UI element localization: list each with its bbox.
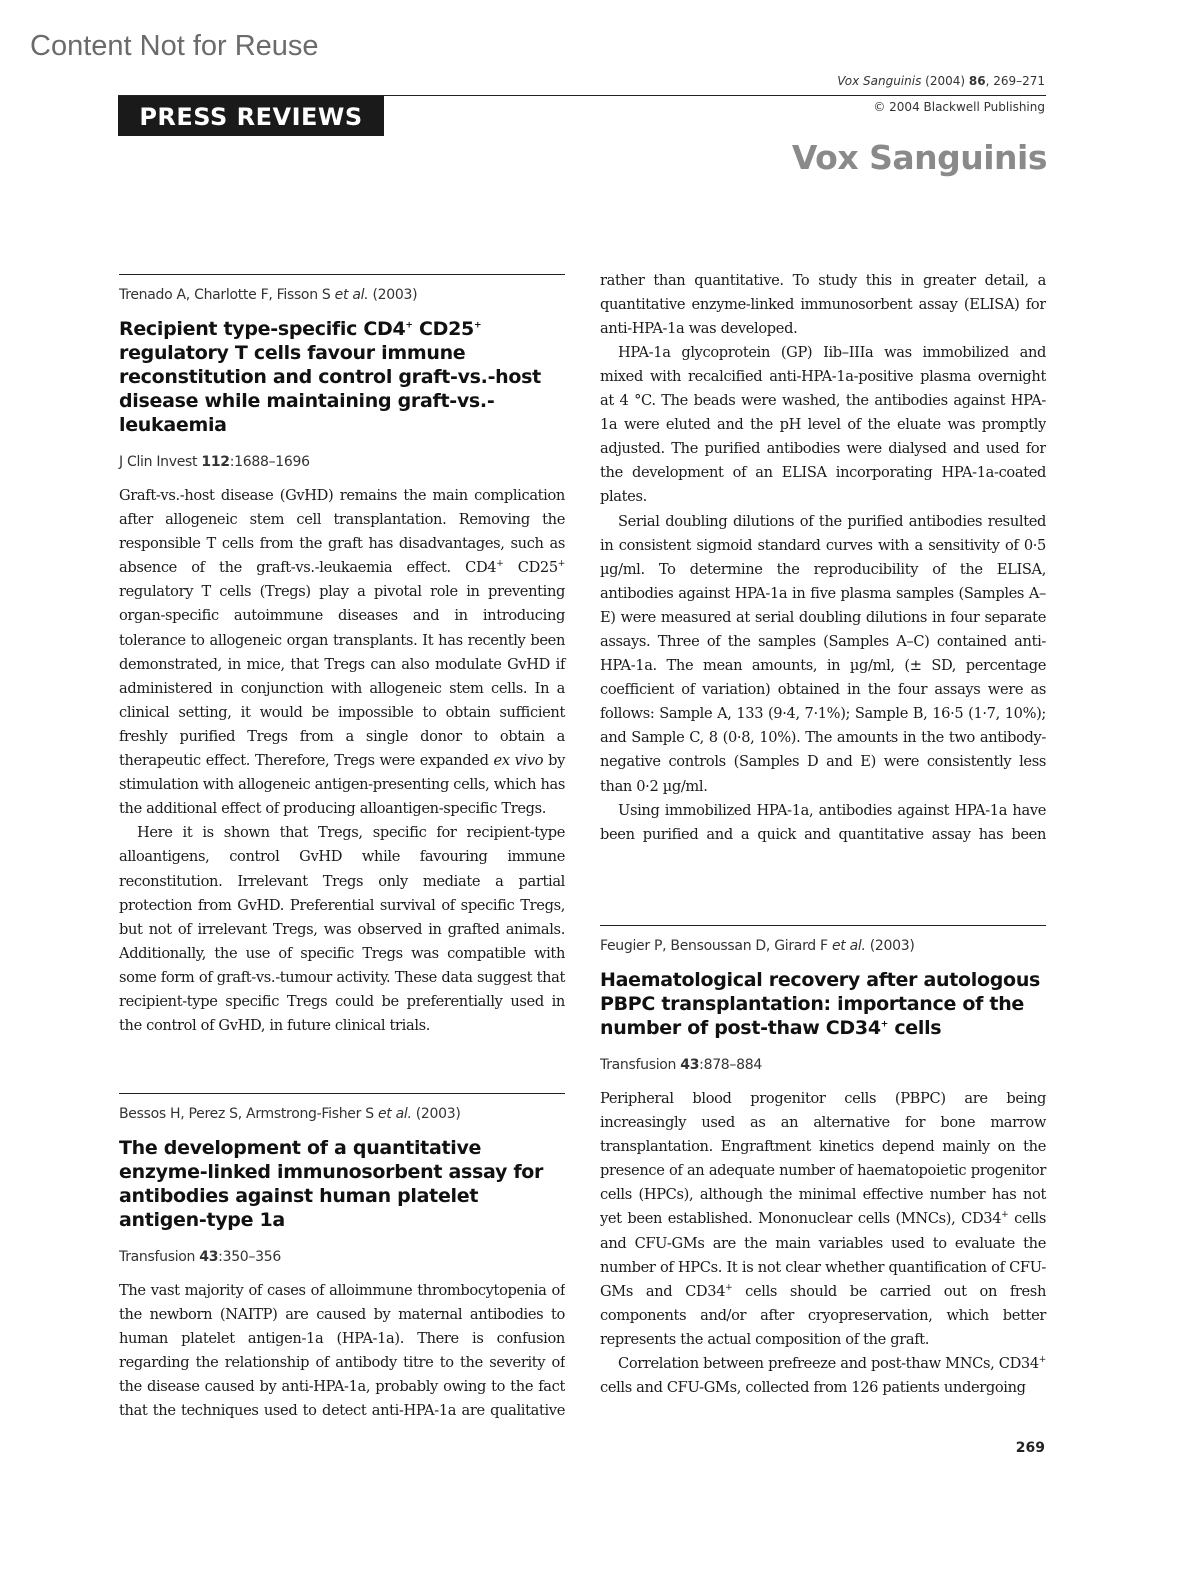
paragraph: The vast majority of cases of alloimmune thrombocytopenia of the newborn (NAITP) are caused by maternal antibodies to human platelet antigen-1a (HPA-1a). There is confusion regarding the relationship of antibody titre to the severity of the disease caused by anti-HPA-1a, probably owing to the fact that the techniques used to detect anti-HPA-1a are qualitative xyxy=(119,1282,565,1420)
article-trenado xyxy=(119,274,565,1038)
paragraph: rather than quantitative. To study this in greater detail, a quantitative enzyme-linked immunosorbent assay (ELISA) for anti-HPA-1a was developed. xyxy=(600,271,1046,337)
article-body xyxy=(119,1279,565,1424)
article-bessos-continued xyxy=(600,269,1046,843)
column-clip xyxy=(600,269,1046,849)
article-rule xyxy=(119,1093,565,1094)
paragraph: Peripheral blood progenitor cells (PBPC) are being increasingly used as an alternative for bone marrow transplantation. Engraftment kinetics depend mainly on the presence of an adequate number of haematopoietic progenitor cells (HPCs), although the minimal effective number has not yet been established. Mononuclear cells (MNCs), CD34+ cells and CFU-GMs are the main variables used to evaluate the number of HPCs. It is not clear whether quantification of CFU-GMs and CD34+ cells should be carried out on fresh components and/or after cryopreservation, which better represents the actual composition of the graft. xyxy=(600,1090,1046,1348)
paragraph: Graft-vs.-host disease (GvHD) remains the main complication after allogeneic stem cell transplantation. Removing the responsible T cells from the graft has disadvantages, such as absence of the graft-vs.-leukaemia effect. CD4+ CD25+ regulatory T cells (Tregs) play a pivotal role in preventing organ-specific autoimmune diseases and in introducing tolerance to allogeneic organ transplants. It has recently been demonstrated, in mice, that Tregs can also modulate GvHD if administered in conjunction with allogeneic stem cells. In a clinical setting, it would be impossible to obtain sufficient freshly purified Tregs from a single donor to obtain a therapeutic effect. Therefore, Tregs were expanded ex vivo by stimulation with allogeneic antigen-presenting cells, which has the additional effect of producing alloantigen-specific Tregs. xyxy=(119,487,565,818)
section-banner: PRESS REVIEWS xyxy=(118,96,384,136)
article-feugier xyxy=(600,925,1046,1400)
article-rule xyxy=(600,925,1046,926)
article-citation: Transfusion 43:878–884 xyxy=(600,1057,762,1073)
article-citation: Transfusion 43:350–356 xyxy=(119,1249,281,1265)
page-number: 269 xyxy=(1015,1440,1045,1456)
article-body xyxy=(119,484,565,1038)
paragraph: Using immobilized HPA-1a, antibodies against HPA-1a have been purified and a quick and quantitative assay has been xyxy=(600,801,1046,843)
article-title: Haematological recovery after autologous PBPC transplantation: importance of the number of post-thaw CD34+ cells xyxy=(600,969,1041,1039)
article-authors: Trenado A, Charlotte F, Fisson S et al. (2003) xyxy=(119,287,418,303)
article-bessos xyxy=(119,1093,565,1424)
journal-reference: Vox Sanguinis (2004) 86, 269–271 xyxy=(837,74,1045,88)
journal-brand: Vox Sanguinis xyxy=(791,138,1047,177)
paragraph: Here it is shown that Tregs, specific for recipient-type alloantigens, control GvHD while favouring immune reconstitution. Irrelevant Tregs only mediate a partial protection from GvHD. Preferential survival of specific Tregs, but not of irrelevant Tregs, was observed in grafted animals. Additionally, the use of specific Tregs was compatible with some form of graft-vs.-tumour activity. These data suggest that recipient-type specific Tregs could be preferentially used in the control of GvHD, in future clinical trials. xyxy=(119,824,565,1035)
paragraph: Serial doubling dilutions of the purified antibodies resulted in consistent sigmoid standard curves with a sensitivity of 0·5 µg/ml. To determine the reproducibility of the ELISA, antibodies against HPA-1a in five plasma samples (Samples A–E) were measured at serial doubling dilutions in four separate assays. Three of the samples (Samples A–C) contained anti-HPA-1a. The mean amounts, in µg/ml, (± SD, percentage coefficient of variation) obtained in the four assays were as follows: Sample A, 133 (9·4, 7·1%); Sample B, 16·5 (1·7, 10%); and Sample C, 8 (0·8, 10%). The amounts in the two antibody-negative controls (Samples D and E) were consistently less than 0·2 µg/ml. xyxy=(600,512,1046,795)
article-body xyxy=(600,1087,1046,1400)
article-citation: J Clin Invest 112:1688–1696 xyxy=(119,454,310,470)
watermark: Content Not for Reuse xyxy=(30,30,319,62)
column-clip xyxy=(119,1279,565,1424)
paragraph: Correlation between prefreeze and post-thaw MNCs, CD34+ cells and CFU-GMs, collected from 126 patients undergoing xyxy=(600,1355,1046,1397)
article-rule xyxy=(119,274,565,275)
article-title: Recipient type-specific CD4+ CD25+ regulatory T cells favour immune reconstitution and control graft-vs.-host disease while maintaining graft-vs.-leukaemia xyxy=(119,318,541,436)
article-authors: Bessos H, Perez S, Armstrong-Fisher S et al. (2003) xyxy=(119,1106,461,1122)
paragraph: HPA-1a glycoprotein (GP) Iib–IIIa was immobilized and mixed with recalcified anti-HPA-1a-positive plasma overnight at 4 °C. The beads were washed, the antibodies against HPA-1a were eluted and the pH level of the eluate was promptly adjusted. The purified antibodies were dialysed and used for the development of an ELISA incorporating HPA-1a-coated plates. xyxy=(600,343,1046,506)
article-title: The development of a quantitative enzyme-linked immunosorbent assay for antibodies against human platelet antigen-type 1a xyxy=(119,1137,544,1231)
article-authors: Feugier P, Bensoussan D, Girard F et al. (2003) xyxy=(600,938,915,954)
article-body-continued xyxy=(600,269,1046,849)
copyright: © 2004 Blackwell Publishing xyxy=(873,100,1045,114)
